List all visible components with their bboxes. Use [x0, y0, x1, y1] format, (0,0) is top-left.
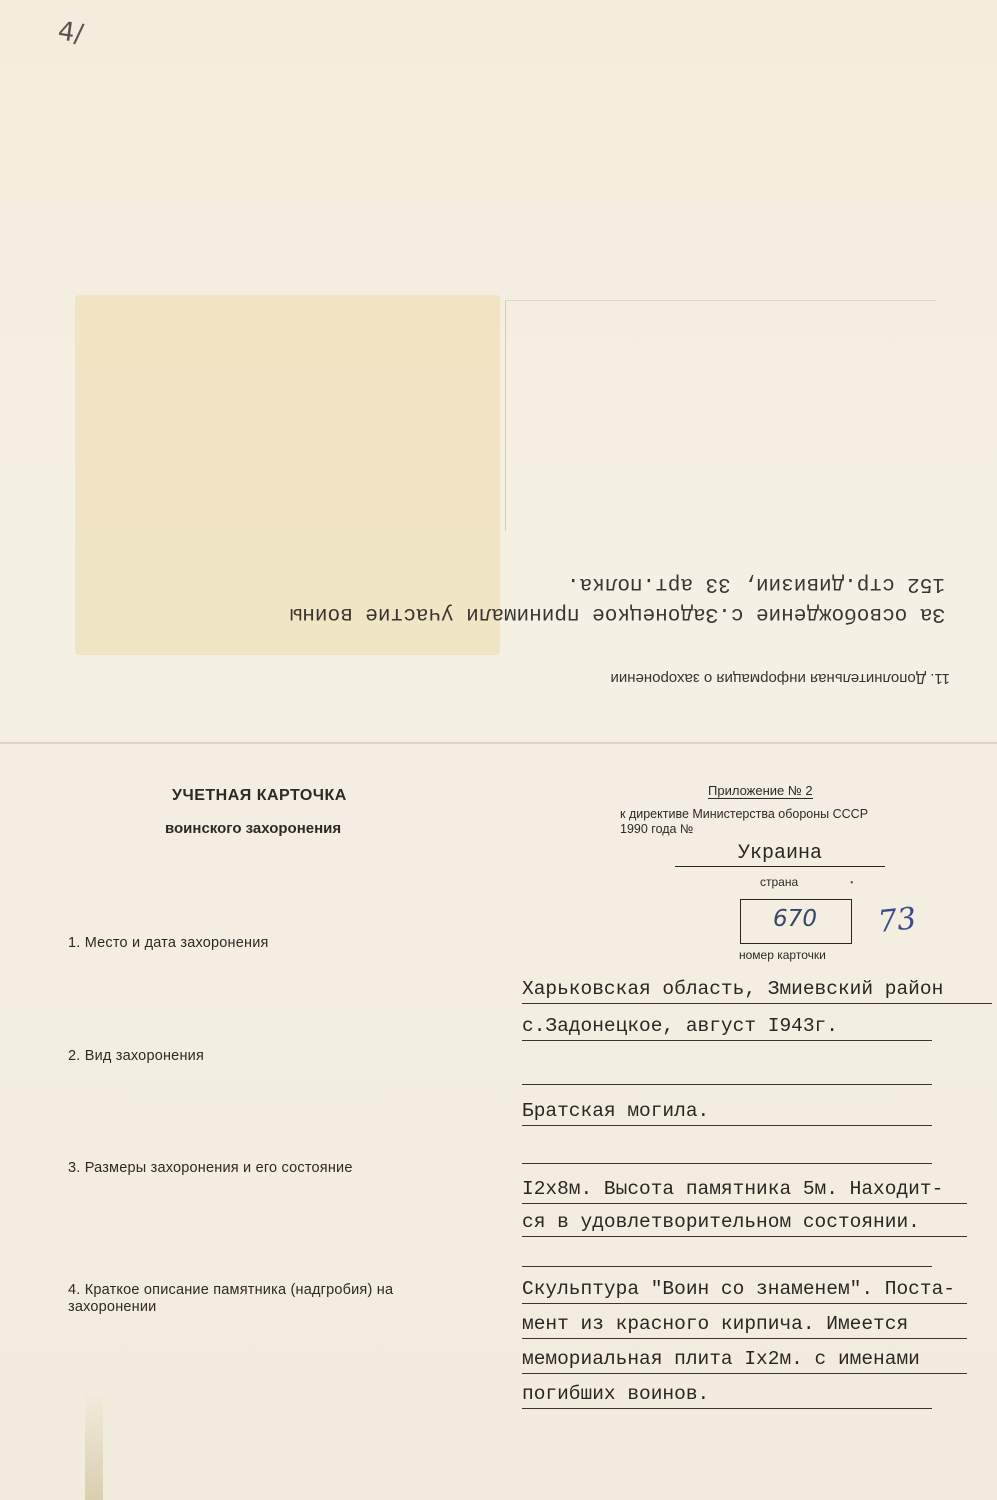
field-2-line-1	[522, 1056, 932, 1085]
field-3-line-1	[522, 1135, 932, 1164]
field-4-line-3: мент из красного кирпича. Имеется	[522, 1310, 967, 1339]
country-label: страна	[760, 875, 799, 889]
dot-mark: •	[850, 878, 854, 889]
appendix-label: Приложение № 2	[708, 783, 813, 798]
field-4-line-2: Скульптура "Воин со знаменем". Поста-	[522, 1275, 967, 1304]
handwritten-number: 73	[876, 901, 918, 940]
field-1-line-1: Харьковская область, Змиевский район	[522, 975, 992, 1004]
directive-line-2: 1990 года №	[620, 822, 694, 836]
directive-line-1: к директиве Министерства обороны СССР	[620, 807, 869, 821]
field-1-label: 1. Место и дата захоронения	[68, 935, 269, 951]
field-2-line-2: Братская могила.	[522, 1097, 932, 1126]
field-4-line-4: мемориальная плита Iх2м. с именами	[522, 1345, 967, 1374]
reverse-text-line-2: 152 стр.дивизии, 33 арт.полка.	[566, 572, 945, 595]
field-1-line-2: с.Задонецкое, август I943г.	[522, 1012, 932, 1041]
reverse-text-line-1: За освобождение с.Задонецкое принимали участие воины	[289, 602, 945, 625]
fold-line	[0, 742, 997, 744]
edge-stain	[85, 1390, 103, 1500]
directive-text	[620, 807, 920, 837]
field-3-label: 3. Размеры захоронения и его состояние	[68, 1160, 353, 1176]
tape-stain	[75, 295, 500, 655]
card-title: УЧЕТНАЯ КАРТОЧКА	[172, 787, 347, 804]
reverse-side-text	[289, 568, 945, 628]
country-value: Украина	[675, 842, 885, 867]
field-4-line-1	[522, 1238, 932, 1267]
field-3-line-3: ся в удовлетворительном состоянии.	[522, 1208, 967, 1237]
field-2-label: 2. Вид захоронения	[68, 1048, 205, 1064]
pencil-mark: 4/	[56, 16, 86, 50]
reverse-side-heading: 11. Дополнительная информация о захоронении	[610, 670, 950, 687]
field-3-line-2: I2х8м. Высота памятника 5м. Находит-	[522, 1175, 967, 1204]
card-number: 670	[773, 906, 817, 932]
faint-frame	[505, 300, 936, 531]
card-subtitle: воинского захоронения	[165, 820, 342, 837]
field-4-label: 4. Краткое описание памятника (надгробия) на захоронении	[68, 1282, 394, 1315]
field-4-line-5: погибших воинов.	[522, 1380, 932, 1409]
card-number-label: номер карточки	[739, 948, 826, 962]
